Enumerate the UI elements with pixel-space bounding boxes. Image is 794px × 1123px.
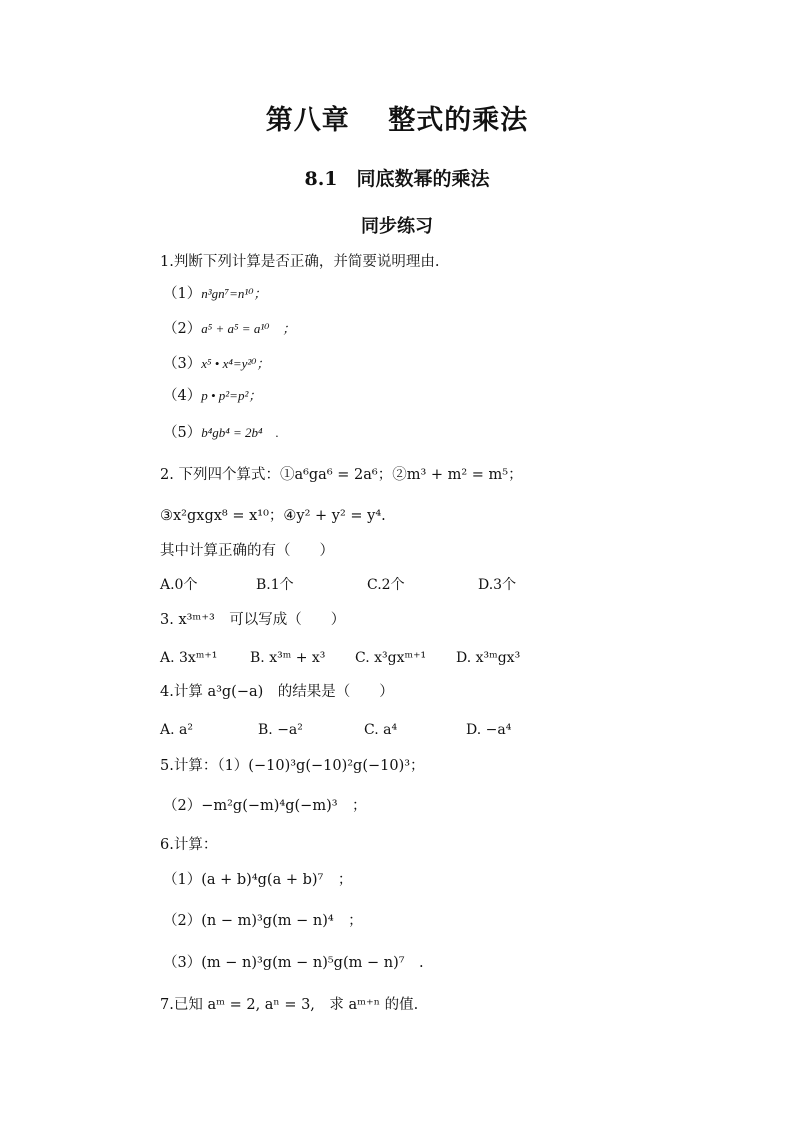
q1-item-5 — [163, 423, 279, 443]
q4-option-c: C. a⁴ — [364, 722, 398, 738]
exercise-subtitle: 同步练习 — [361, 216, 433, 237]
q4-option-a: A. a² — [160, 722, 193, 738]
q2-option-b: B.1个 — [256, 577, 294, 593]
q1-item-label: （4） — [163, 388, 202, 404]
q4-option-d: D. −a⁴ — [466, 722, 512, 738]
q1-item-expr: a⁵ + a⁵ = a¹⁰ ； — [201, 321, 296, 336]
q7-stem: 7.已知 aᵐ = 2, aⁿ = 3, 求 aᵐ⁺ⁿ 的值. — [160, 997, 419, 1013]
q3-option-d: D. x³ᵐgx³ — [456, 650, 521, 666]
q3-stem: 3. x³ᵐ⁺³ 可以写成（ ） — [160, 612, 346, 628]
q6-stem: 6.计算： — [160, 837, 218, 853]
q2-line-1: 2. 下列四个算式：①a⁶ga⁶ = 2a⁶；②m³ + m² = m⁵； — [160, 467, 523, 483]
q3-option-c: C. x³gxᵐ⁺¹ — [355, 650, 427, 666]
q1-item-expr: b⁴gb⁴ = 2b⁴ . — [201, 425, 279, 440]
q1-stem: 1.判断下列计算是否正确，并简要说明理由. — [160, 254, 440, 270]
q6-item-2: （2）(n − m)³g(m − n)⁴ ； — [163, 913, 363, 929]
q1-item-2 — [163, 319, 295, 339]
q3-option-a: A. 3xᵐ⁺¹ — [160, 650, 218, 666]
section-title: 8.1 同底数幂的乘法 — [304, 168, 490, 190]
q5-line-2: （2）−m²g(−m)⁴g(−m)³ ； — [163, 798, 367, 814]
chapter-title: 第八章 整式的乘法 — [265, 105, 529, 136]
q4-stem: 4.计算 a³g(−a) 的结果是（ ） — [160, 684, 394, 700]
q2-option-d: D.3个 — [478, 577, 517, 593]
q3-option-b: B. x³ᵐ + x³ — [250, 650, 326, 666]
q1-item-expr: x⁵ • x⁴=y²⁰； — [201, 356, 270, 371]
q2-option-a: A.0个 — [160, 577, 198, 593]
q5-line-1: 5.计算：（1）(−10)³g(−10)²g(−10)³； — [160, 758, 425, 774]
q2-line-2: ③x²gxgx⁸ = x¹⁰；④y² + y² = y⁴. — [160, 508, 386, 524]
q1-item-expr: p • p²=p²； — [201, 388, 262, 403]
q2-line-3: 其中计算正确的有（ ） — [160, 543, 334, 559]
q1-item-3 — [163, 354, 270, 374]
q1-item-label: （1） — [163, 286, 202, 302]
q1-item-1 — [163, 284, 267, 304]
q1-item-label: （2） — [163, 321, 202, 337]
q1-item-expr: n³gn⁷=n¹⁰； — [201, 286, 267, 301]
q6-item-1: （1）(a + b)⁴g(a + b)⁷ ； — [163, 872, 353, 888]
q1-item-4 — [163, 386, 261, 406]
q2-option-c: C.2个 — [367, 577, 405, 593]
q4-option-b: B. −a² — [258, 722, 303, 738]
q1-item-label: （3） — [163, 356, 202, 372]
q6-item-3: （3）(m − n)³g(m − n)⁵g(m − n)⁷ . — [163, 955, 424, 971]
q1-item-label: （5） — [163, 425, 202, 441]
